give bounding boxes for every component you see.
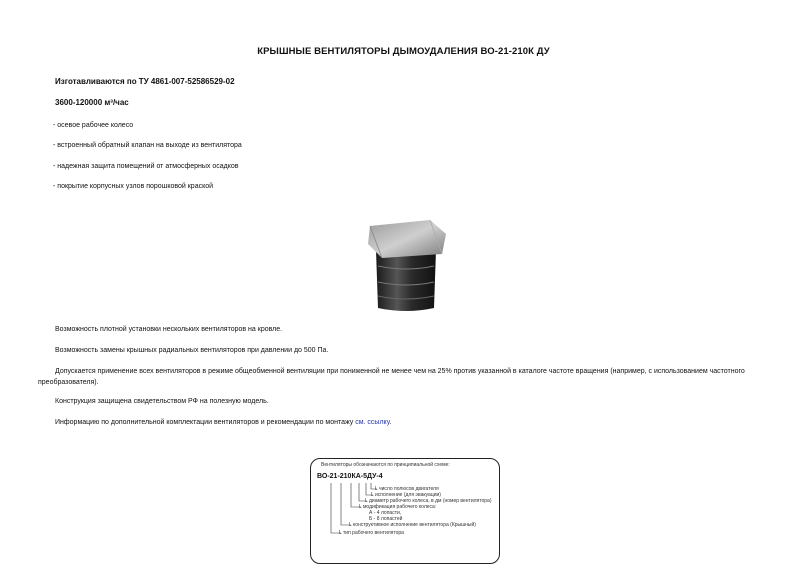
info-link[interactable]: см. ссылку [355,419,390,426]
paragraph: Допускается применение всех вентиляторов в режиме общеобменной вентиляции при пониженной не менее чем на 25% против указанной в каталоге частоте вращения (например, с использованием частотного преобразователя). [38,368,745,386]
info-paragraph [55,417,770,428]
feature-item: - осевое рабочее колесо [53,122,134,129]
paragraph: Возможность плотной установки нескольких вентиляторов на кровле. [55,326,283,333]
paragraph: Возможность замены крышных радиальных вентиляторов при давлении до 500 Па. [55,347,329,354]
capacity-line: 3600-120000 м³/час [55,98,129,107]
scheme-header: Вентиляторы обозначаются по принципиальной схеме: [321,462,450,468]
scheme-line: А - 4 лопасти, [369,510,402,516]
scheme-line: L диаметр рабочего колеса, в дм (номер вентилятора) [365,498,492,504]
spec-line: Изготавливаются по ТУ 4861-007-52586529-02 [55,77,235,86]
designation-scheme [310,458,500,564]
feature-item: - встроенный обратный клапан на выходе из вентилятора [53,142,242,149]
page-title: КРЫШНЫЕ ВЕНТИЛЯТОРЫ ДЫМОУДАЛЕНИЯ ВО-21-210К ДУ [257,46,550,57]
scheme-line: L число полюсов двигателя [375,486,439,492]
scheme-line: Б - 8 лопастей [369,516,403,522]
paragraph: Конструкция защищена свидетельством РФ на полезную модель. [55,398,269,405]
scheme-line: L исполнение (для эвакуации) [371,492,441,498]
scheme-line: L конструктивное исполнение вентилятора (Крышный) [349,522,476,528]
scheme-lines [311,459,499,563]
info-text: Информацию по дополнительной комплектации вентиляторов и рекомендации по монтажу [55,419,356,426]
feature-item: - надежная защита помещений от атмосферных осадков [53,163,239,170]
scheme-line: L тип рабочего вентилятора [339,530,404,536]
scheme-line: L модификация рабочего колеса: [359,504,437,510]
feature-item: - покрытие корпусных узлов порошковой краской [53,183,214,190]
scheme-model: ВО-21-210КА-5ДУ-4 [317,473,383,480]
info-end: . [389,419,392,426]
fan-photo [362,216,450,314]
